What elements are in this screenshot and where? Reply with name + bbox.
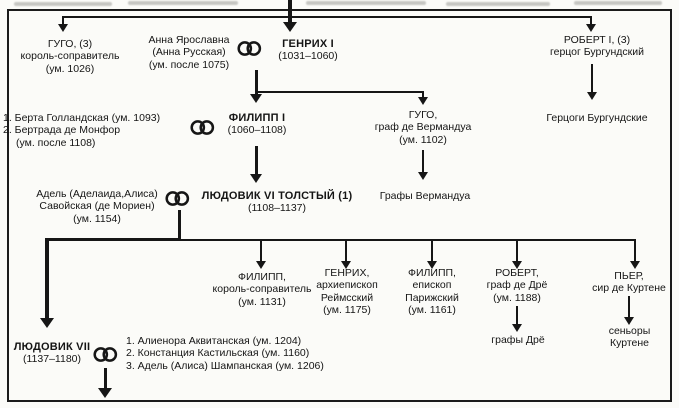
person-dates: (ум. 1026) <box>45 62 95 75</box>
connector-line <box>256 91 424 93</box>
person-dates: (ум. 1154) <box>73 212 121 225</box>
wife-item: 1. Алиенора Аквитанская (ум. 1204) <box>126 335 302 347</box>
connector-line <box>628 296 630 317</box>
connector-line <box>422 150 424 172</box>
connector-line <box>104 368 107 388</box>
lineage-dukes-burgundy <box>518 112 676 124</box>
wife-item-dates: (ум. после 1108) <box>16 136 96 149</box>
arrow-down-icon <box>98 388 112 398</box>
person-title: король-соправитель <box>212 283 312 296</box>
connector-line <box>45 238 49 318</box>
arrow-down-icon <box>587 92 597 100</box>
arrow-down-icon <box>512 324 522 332</box>
connector-line <box>516 240 518 261</box>
person-name: ГУГО, <box>408 109 438 121</box>
person-louis6 <box>188 190 366 215</box>
person-dates: (ум. 1175) <box>323 304 371 317</box>
arrow-down-icon <box>418 172 428 180</box>
arrow-down-icon <box>283 22 297 32</box>
person-title: герцог Бургундский <box>550 46 644 59</box>
person-name: Анна Ярославна <box>148 34 230 46</box>
marriage-rings-icon <box>190 119 215 136</box>
person-dates: (1060–1108) <box>227 124 287 137</box>
person-name: РОБЕРТ I, (3) <box>563 34 631 46</box>
person-name: Адель (Аделаида,Алиса) <box>36 188 158 200</box>
person-name: ПЬЕР, <box>614 270 644 282</box>
person-adele-savoy <box>24 188 170 225</box>
connector-bus-line <box>45 238 181 241</box>
arrow-down-icon <box>630 261 640 269</box>
person-robert-dreux <box>474 267 560 304</box>
person-name: ГЕНРИХ I <box>282 38 334 50</box>
scan-artifact <box>14 2 112 6</box>
connector-line <box>255 146 258 174</box>
person-name: ФИЛИПП I <box>228 112 286 124</box>
connector-line <box>516 306 518 324</box>
wife-item: 2. Бертрада де Монфор <box>3 124 121 137</box>
lineage-label: Герцоги Бургундские <box>546 112 648 124</box>
wife-item: 1. Берта Голландская (ум. 1093) <box>3 112 161 124</box>
arrow-down-icon <box>586 24 596 32</box>
connector-trunk-line <box>288 0 292 22</box>
lineage-counts-vermandois <box>365 190 485 202</box>
person-alias: (Анна Русская) <box>152 46 226 59</box>
person-title: Савойская (де Мориен) <box>39 200 155 213</box>
scan-artifact <box>128 1 238 5</box>
lineage-counts-dreux <box>478 334 558 346</box>
person-robert1-burgundy <box>522 34 672 59</box>
person-dates: (ум. 1102) <box>399 133 447 146</box>
person-name: ЛЮДОВИК VII <box>13 341 91 353</box>
lineage-label: сеньоры <box>608 325 651 337</box>
person-name: ГЕНРИХ, <box>324 267 370 279</box>
connector-line <box>178 210 181 240</box>
scan-artifact <box>446 2 550 6</box>
person-henry1 <box>262 38 354 63</box>
person-hugo-vermandois <box>363 109 483 146</box>
person-title: Реймсский <box>320 291 374 304</box>
wife-item: 3. Адель (Алиса) Шампанская (ум. 1206) <box>126 359 324 372</box>
person-title: граф де Дрё <box>486 279 548 292</box>
wife-item: 2. Констанция Кастильская (ум. 1160) <box>126 347 310 360</box>
person-dates: (ум. 1188) <box>493 291 541 304</box>
arrow-down-icon <box>624 317 634 325</box>
connector-bus-line <box>181 239 636 241</box>
arrow-down-icon <box>256 261 266 269</box>
person-name: ЛЮДОВИК VI ТОЛСТЫЙ (1) <box>201 190 353 202</box>
person-dates: (ум. 1161) <box>408 304 456 317</box>
person-dates: (1031–1060) <box>278 50 338 63</box>
person-dates: (1108–1137) <box>248 202 306 215</box>
connector-line <box>260 240 262 261</box>
connector-line <box>634 240 636 261</box>
person-title: Парижский <box>405 291 459 304</box>
wives-list-philip1 <box>3 112 191 149</box>
scan-artifact <box>306 1 426 5</box>
person-dates: (ум. после 1075) <box>148 58 230 71</box>
connector-line <box>591 64 593 92</box>
connector-line <box>431 240 433 261</box>
person-dates: (ум. 1131) <box>238 295 286 308</box>
arrow-down-icon <box>250 94 262 103</box>
marriage-rings-icon <box>165 190 190 207</box>
marriage-rings-icon <box>93 346 118 363</box>
person-dates: (1137–1180) <box>23 353 81 366</box>
lineage-lords-courtenay <box>592 325 667 350</box>
person-name: ФИЛИПП, <box>238 271 286 283</box>
lineage-label: Куртене <box>609 337 650 350</box>
person-name: ФИЛИПП, <box>408 267 456 279</box>
arrow-down-icon <box>58 24 68 32</box>
marriage-rings-icon <box>237 40 262 57</box>
person-henry-archbishop <box>302 267 392 317</box>
person-title: король-соправитель <box>20 50 120 63</box>
arrow-down-icon <box>250 174 262 183</box>
person-title: архиепископ <box>316 279 378 292</box>
lineage-label: Графы Вермандуа <box>379 190 471 202</box>
person-hugo-coking <box>8 38 132 75</box>
person-name: ГУГО, (3) <box>47 38 93 50</box>
connector-line <box>345 240 347 261</box>
person-title: граф де Вермандуа <box>374 121 472 134</box>
person-philip-bishop <box>392 267 472 317</box>
person-pierre-courtenay <box>578 270 679 295</box>
person-title: сир де Куртене <box>592 282 666 295</box>
person-louis7 <box>8 341 96 366</box>
person-philip1 <box>214 112 300 137</box>
connector-line <box>63 16 591 18</box>
arrow-down-icon <box>40 318 54 328</box>
person-anna-yaroslavna <box>130 34 248 71</box>
lineage-label: графы Дрё <box>491 334 545 346</box>
person-name: РОБЕРТ, <box>495 267 539 279</box>
arrow-down-icon <box>418 97 428 105</box>
scan-artifact <box>574 1 662 5</box>
person-title: епископ <box>412 279 452 292</box>
wives-list-louis7 <box>126 335 366 372</box>
